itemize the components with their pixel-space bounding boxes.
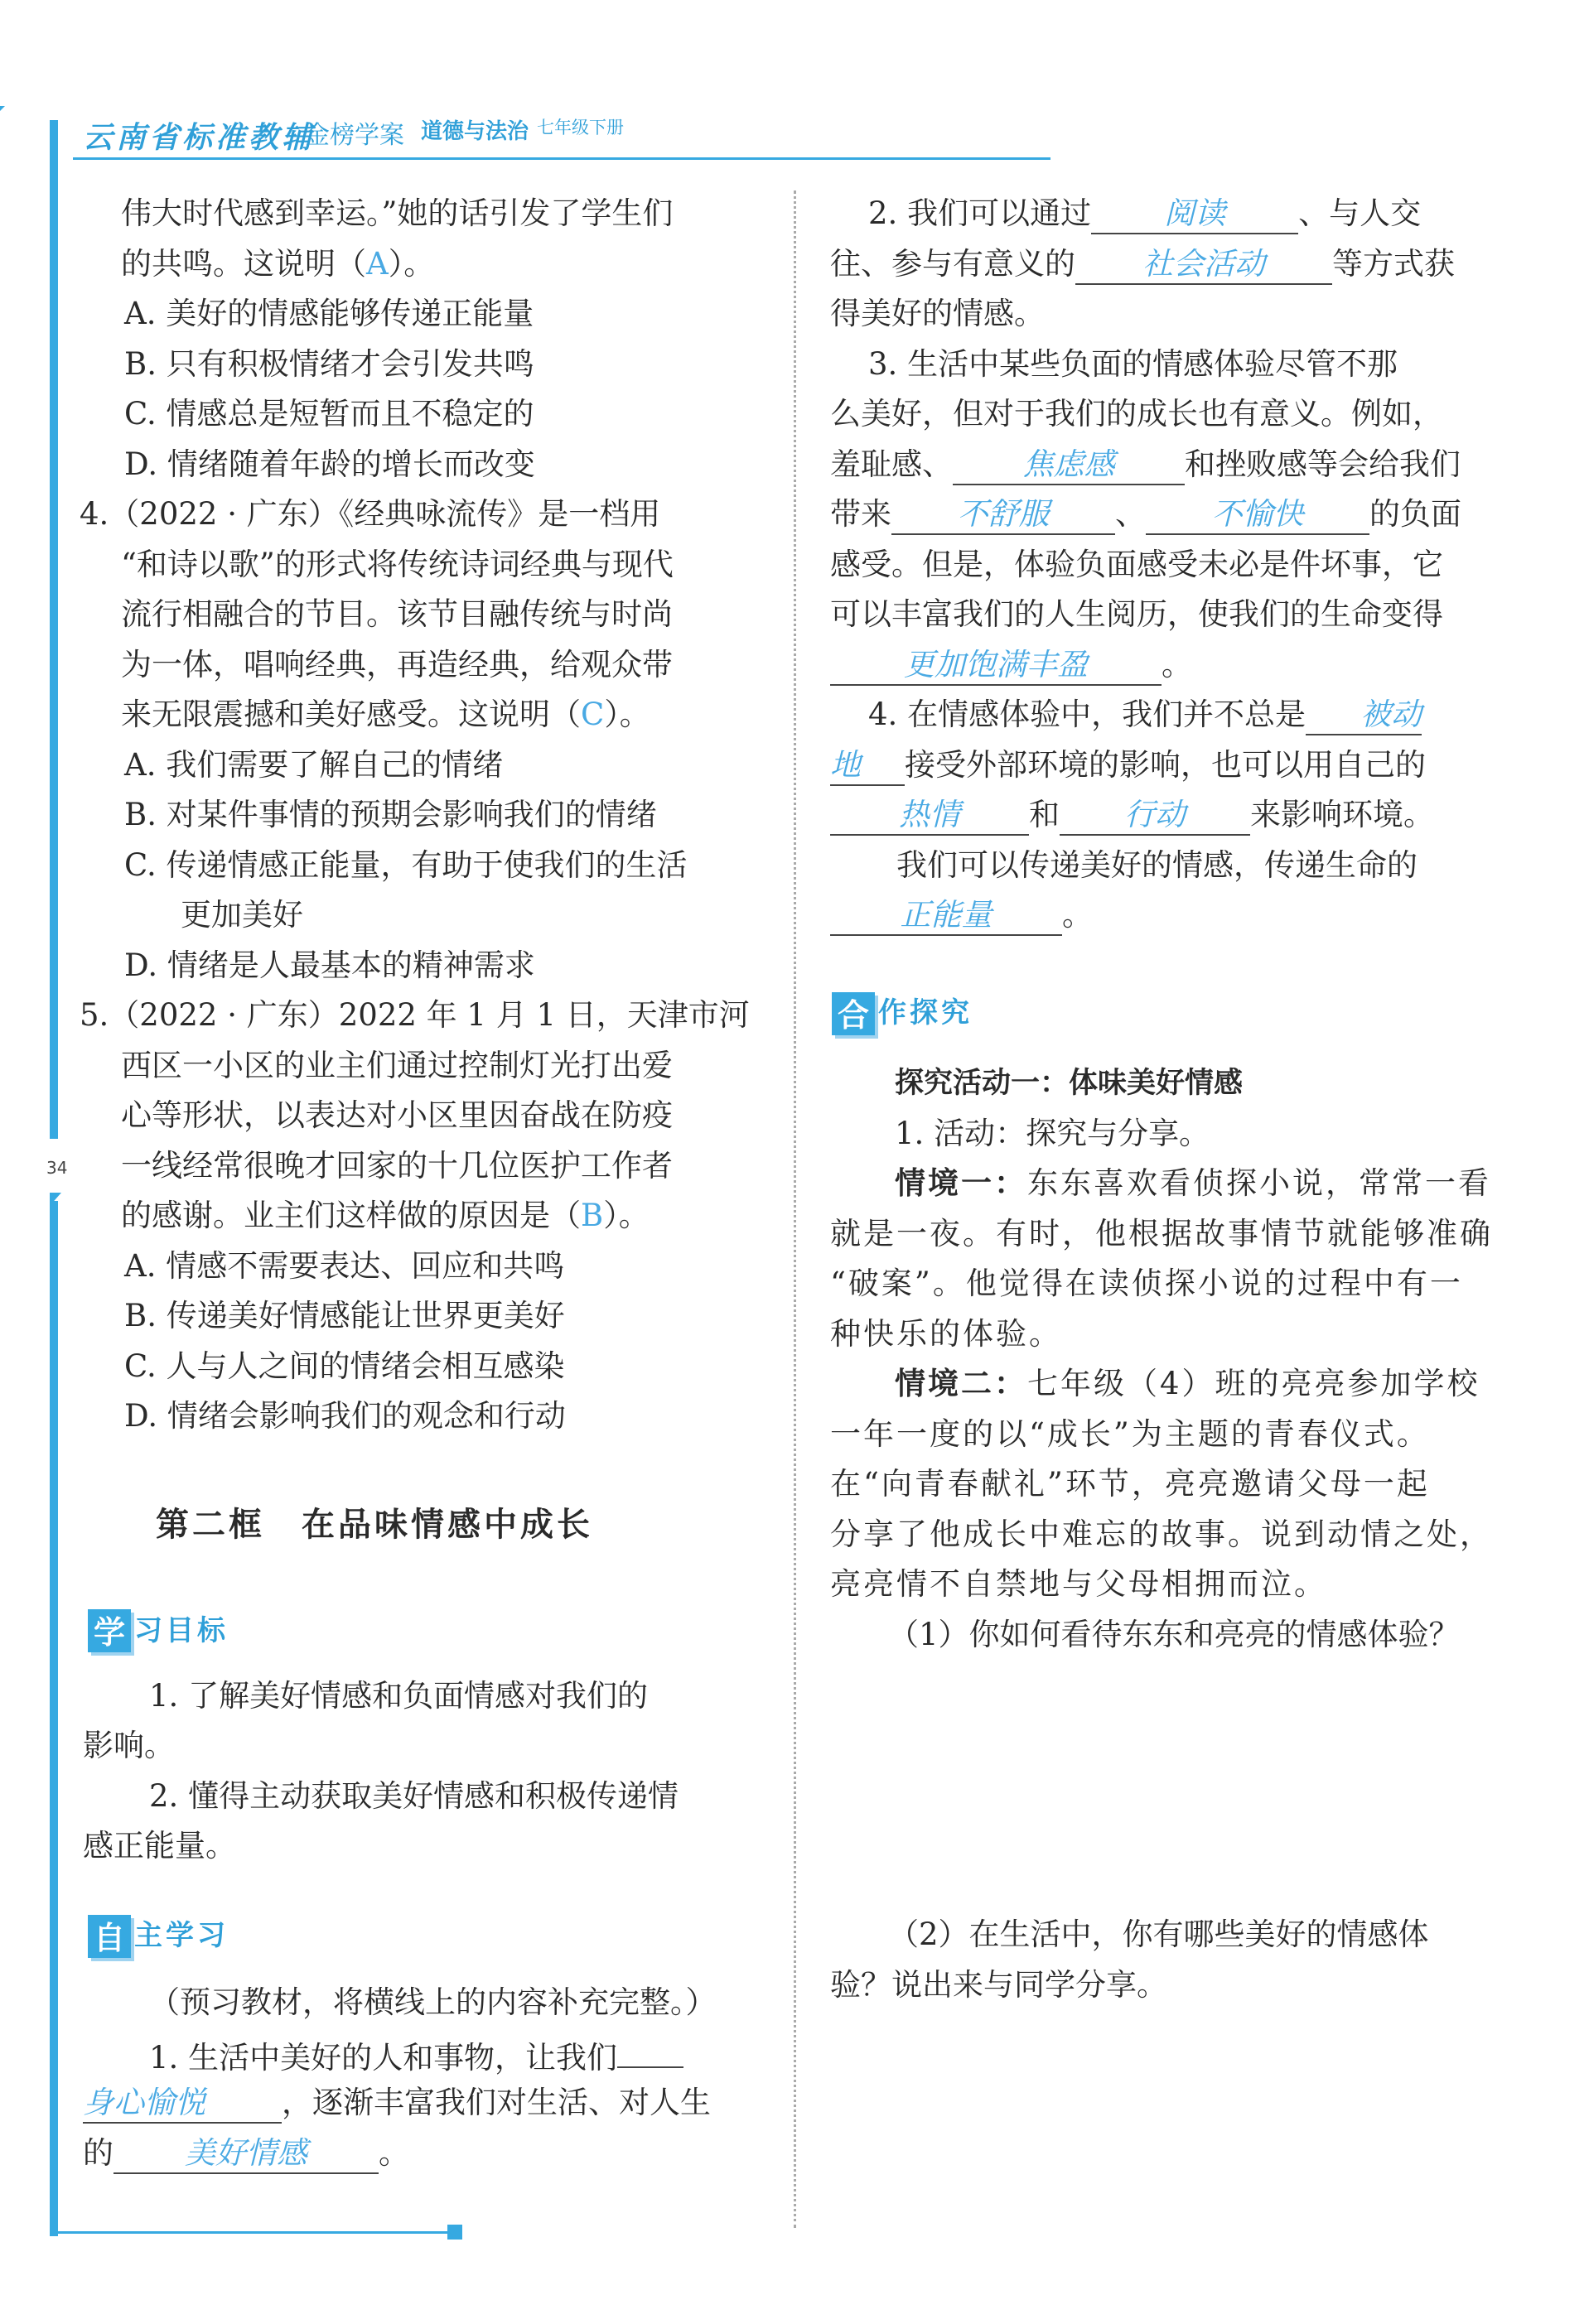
scenario2-label: 情境二：	[895, 1366, 1027, 1401]
goal-2-line2: 感正能量。	[83, 1828, 236, 1864]
item4-line2: 地 接受外部环境的影响，也可以用自己的	[830, 740, 1500, 791]
q4-option-a: A. 我们需要了解自己的情绪	[124, 746, 504, 783]
q4-option-b: B. 对某件事情的预期会影响我们的情绪	[124, 797, 657, 832]
self-study-item1-line2: 身心愉悦 ，逐渐丰富我们对生活、对人生	[83, 2078, 752, 2129]
answer-blank: 被动	[1306, 696, 1422, 735]
q4-line5: 来无限震撼和美好感受。这说明（C）。	[121, 697, 650, 732]
left-column	[80, 189, 752, 2178]
answer-blank: 焦虑感	[953, 446, 1185, 485]
self-study-badge: 自	[88, 1915, 131, 1958]
q3-line1: 伟大时代感到幸运。”她的话引发了学生们	[121, 195, 674, 231]
coop-title: 作探究	[878, 996, 973, 1030]
item3-line2: 么美好，但对于我们的成长也有意义。例如，	[830, 396, 1443, 432]
answer-blank: 不愉快	[1146, 495, 1369, 535]
goals-title: 习目标	[134, 1613, 229, 1647]
self-study-item1-line3: 的 美好情感 。	[83, 2129, 752, 2179]
q3-answer: A	[366, 245, 389, 282]
q3-option-b: B. 只有积极情绪才会引发共鸣	[124, 345, 534, 382]
scenario2-line3: 在“向青春献礼”环节，亮亮邀请父母一起	[830, 1466, 1430, 1502]
question-1: （1）你如何看待东东和亮亮的情感体验？	[888, 1616, 1460, 1652]
q3-option-c: C. 情感总是短暂而且不稳定的	[124, 396, 534, 432]
item3-line1: 3. 生活中某些负面的情感体验尽管不那	[868, 345, 1398, 382]
q4-option-c: C. 传递情感正能量，有助于使我们的生活	[124, 846, 688, 883]
section-title: 第二框 在品味情感中成长	[156, 1505, 593, 1544]
scenario1-label: 情境一：	[895, 1165, 1027, 1201]
header-grade: 七年级下册	[537, 118, 624, 137]
item4-line1: 4. 在情感体验中，我们并不总是 被动	[830, 690, 1500, 740]
q4-option-d: D. 情绪是人最基本的精神需求	[124, 947, 535, 983]
q5-answer: B	[581, 1198, 604, 1233]
scenario1-line1: 情境一：东东喜欢看侦探小说，常常一看	[895, 1165, 1491, 1201]
footer-mark	[447, 2225, 462, 2240]
item4-line3: 热情 和 行动 来影响环境。	[830, 790, 1500, 841]
item4-line5: 正能量 。	[830, 890, 1500, 941]
scenario2-line1: 情境二：七年级（4）班的亮亮参加学校	[895, 1366, 1480, 1401]
goal-1-line1: 1. 了解美好情感和负面情感对我们的	[149, 1677, 649, 1714]
column-divider	[794, 190, 796, 2228]
answer-blank: 不舒服	[891, 495, 1115, 535]
scenario1-line2: 就是一夜。有时，他根据故事情节就能够准确	[830, 1215, 1493, 1251]
page-number: 34	[46, 1158, 68, 1178]
q5-option-a: A. 情感不需要表达、回应和共鸣	[124, 1247, 565, 1284]
q4-answer: C	[581, 697, 605, 732]
q4-option-c-cont: 更加美好	[181, 897, 303, 933]
item3-line3: 羞耻感、 焦虑感 和挫败感等会给我们	[830, 440, 1500, 490]
activity-title: 探究活动一：体味美好情感	[895, 1067, 1244, 1100]
scenario2-line5: 亮亮情不自禁地与父母相拥而泣。	[830, 1566, 1327, 1602]
answer-blank: 热情	[830, 796, 1029, 836]
item3-line7: 更加饱满丰盈 。	[830, 640, 1500, 691]
scenario1-line3: “破案”。他觉得在读侦探小说的过程中有一	[830, 1266, 1463, 1301]
item3-line6: 可以丰富我们的人生阅历，使我们的生命变得	[830, 596, 1443, 632]
answer-blank: 行动	[1060, 796, 1250, 836]
scenario1-line4: 种快乐的体验。	[830, 1315, 1062, 1352]
header-subject: 道德与法治	[421, 119, 529, 144]
coop-heading	[832, 991, 1500, 1041]
item2-line2: 往、参与有意义的 社会活动 等方式获	[830, 239, 1500, 290]
self-study-title: 主学习	[134, 1919, 229, 1953]
q5-line3: 心等形状，以表达对小区里因奋战在防疫	[121, 1097, 673, 1133]
question-2-line2: 验？说出来与同学分享。	[830, 1966, 1167, 2003]
footer-rule	[56, 2231, 454, 2234]
header-corner-mark	[0, 106, 5, 134]
q4-line3: 流行相融合的节目。该节目融传统与时尚	[121, 596, 673, 632]
page-header	[73, 106, 1050, 155]
right-column	[830, 189, 1500, 2010]
self-study-item1-line1: 1. 生活中美好的人和事物，让我们	[83, 2028, 752, 2079]
header-book-name: 金榜学案	[305, 121, 404, 150]
activity-sub: 1. 活动：探究与分享。	[895, 1115, 1210, 1151]
answer-blank: 正能量	[830, 896, 1062, 936]
q5-option-c: C. 人与人之间的情绪会相互感染	[124, 1348, 565, 1384]
left-rail-top	[50, 120, 58, 1139]
answer-blank: 身心愉悦	[83, 2084, 282, 2124]
q3-option-d: D. 情绪随着年龄的增长而改变	[124, 446, 535, 482]
coop-badge: 合	[832, 992, 875, 1035]
header-series: 云南省标准教辅	[83, 121, 316, 155]
scenario2-line2: 一年一度的以“成长”为主题的青春仪式。	[830, 1415, 1430, 1452]
answer-blank: 更加饱满丰盈	[830, 646, 1162, 686]
answer-blank: 地	[830, 746, 905, 786]
q3-option-a: A. 美好的情感能够传递正能量	[124, 296, 534, 331]
item4-line4: 我们可以传递美好的情感，传递生命的	[896, 846, 1418, 883]
answer-blank: 社会活动	[1075, 245, 1332, 285]
self-study-heading	[88, 1913, 752, 1964]
q5-line5: 的感谢。业主们这样做的原因是（B）。	[121, 1198, 650, 1233]
answer-blank: 阅读	[1091, 195, 1298, 234]
item3-line4: 带来 不舒服 、 不愉快 的负面	[830, 489, 1500, 540]
q5-option-d: D. 情绪会影响我们的观念和行动	[124, 1398, 566, 1434]
question-2-line1: （2）在生活中，你有哪些美好的情感体	[888, 1917, 1429, 1952]
scenario2-line4: 分享了他成长中难忘的故事。说到动情之处，	[830, 1516, 1493, 1552]
self-study-intro: （预习教材，将横线上的内容补充完整。）	[149, 1984, 717, 2020]
q5-line2: 西区一小区的业主们通过控制灯光打出爱	[121, 1047, 673, 1083]
q4-line1: 4.（2022 · 广东）《经典咏流传》是一档用	[80, 496, 661, 532]
item3-line5: 感受。但是，体验负面感受未必是件坏事，它	[830, 546, 1443, 582]
q5-option-b: B. 传递美好情感能让世界更美好	[124, 1298, 565, 1333]
q4-line2: “和诗以歌”的形式将传统诗词经典与现代	[121, 546, 674, 582]
goals-badge: 学	[88, 1609, 131, 1652]
q3-line2: 的共鸣。这说明（A）。	[121, 245, 435, 282]
goal-2-line1: 2. 懂得主动获取美好情感和积极传递情	[149, 1777, 679, 1814]
goal-1-line2: 影响。	[83, 1728, 175, 1763]
header-rule	[73, 157, 1050, 160]
item2-line1: 2. 我们可以通过 阅读 、与人交	[830, 189, 1500, 239]
q5-line4: 一线经常很晚才回家的十几位医护工作者	[121, 1147, 673, 1184]
q4-line4: 为一体，唱响经典，再造经典，给观众带	[121, 646, 673, 682]
goals-heading	[88, 1608, 752, 1658]
answer-blank: 美好情感	[114, 2134, 379, 2174]
left-rail-bottom	[50, 1201, 58, 2236]
q5-line1: 5.（2022 · 广东）2022 年 1 月 1 日，天津市河	[80, 997, 750, 1033]
item2-line3: 得美好的情感。	[830, 296, 1045, 331]
